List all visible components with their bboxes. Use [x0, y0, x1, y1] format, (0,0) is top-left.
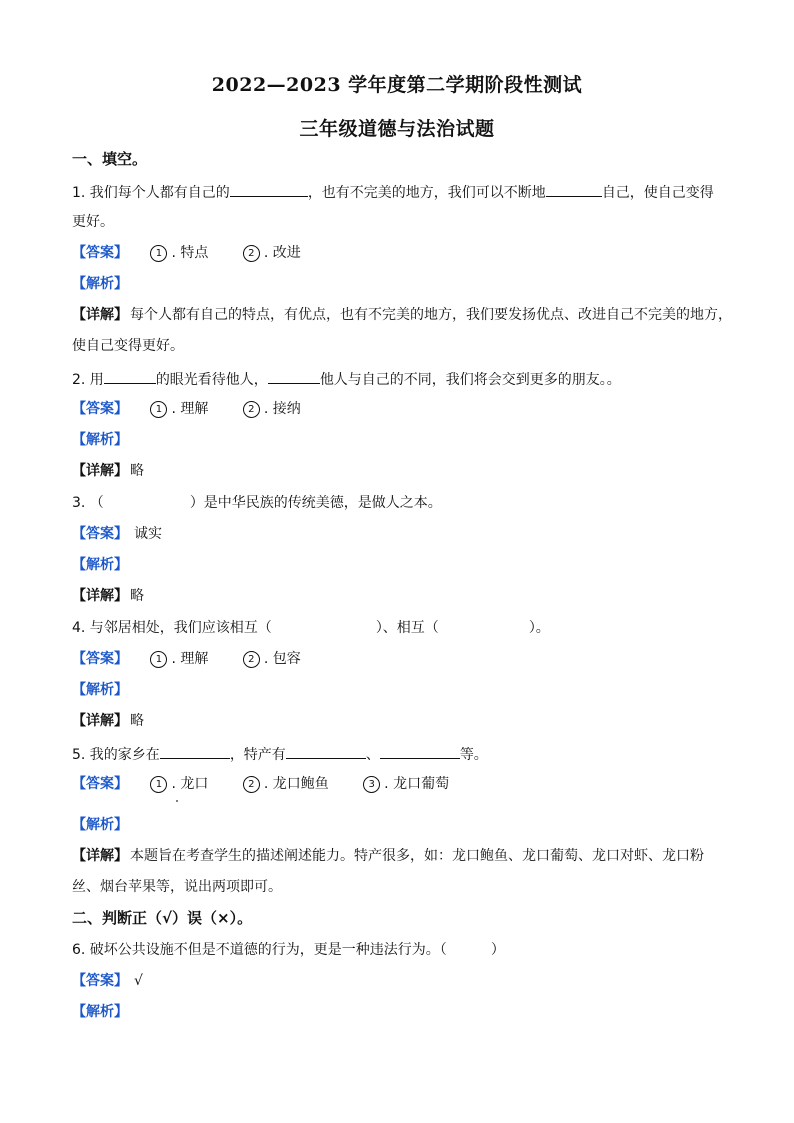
section-heading-true-false: 二、判断正（√）误（×）。	[72, 909, 253, 927]
analysis-row-2	[72, 431, 134, 449]
analysis-row-6	[72, 1003, 134, 1021]
answer-option	[243, 775, 329, 793]
analysis-tag: 【解析】	[72, 682, 128, 698]
answer-text: √	[134, 973, 143, 989]
answer-tag: 【答案】	[72, 776, 128, 792]
detail-text: 略	[130, 588, 144, 604]
exam-subtitle: 三年级道德与法治试题	[299, 118, 495, 140]
analysis-tag: 【解析】	[72, 276, 128, 292]
question-3	[72, 494, 442, 512]
detail-row-5-continued: 丝、烟台苹果等，说出两项即可。	[72, 879, 282, 895]
answer-option	[150, 650, 208, 668]
answer-row-1	[72, 244, 319, 262]
answer-blank	[380, 744, 460, 759]
answer-row-5	[72, 775, 467, 793]
answer-blank	[230, 182, 308, 197]
question-4-text-a: 4. 与邻居相处，我们应该相互（	[72, 620, 272, 636]
detail-tag: 【详解】	[72, 713, 128, 729]
detail-text: 每个人都有自己的特点，有优点，也有不完美的地方，我们要发扬优点、改进自己不完美的地方，	[130, 307, 732, 323]
answer-tag: 【答案】	[72, 526, 128, 542]
answer-option-text: . 特点	[171, 245, 209, 261]
answer-option	[243, 400, 301, 418]
question-2-text-a: 2. 用	[72, 372, 104, 388]
answer-option	[243, 244, 301, 262]
answer-option-text: . 接纳	[263, 401, 301, 417]
answer-option	[150, 775, 208, 793]
answer-option	[243, 650, 301, 668]
section-heading-fill-in: 一、填空。	[72, 150, 148, 168]
circled-number: 2	[243, 776, 260, 793]
answer-blank	[268, 369, 320, 384]
detail-tag: 【详解】	[72, 588, 128, 604]
answer-row-3	[72, 525, 162, 543]
answer-blank	[286, 744, 366, 759]
question-1	[72, 182, 714, 202]
answer-option-text: . 龙口	[171, 776, 209, 792]
answer-option-text: . 龙口葡萄	[384, 776, 450, 792]
question-4-text-b: ）、相互（	[375, 620, 439, 636]
answer-option-text: . 龙口鲍鱼	[263, 776, 329, 792]
detail-row-1-continued: 使自己变得更好。	[72, 338, 184, 354]
question-5	[72, 744, 488, 764]
circled-number: 3	[363, 776, 380, 793]
detail-text: 略	[130, 463, 144, 479]
detail-tag: 【详解】	[72, 463, 128, 479]
detail-text: 略	[130, 713, 144, 729]
question-5-text-d: 等。	[459, 747, 488, 763]
answer-text: 诚实	[134, 526, 162, 542]
answer-option-text: . 改进	[263, 245, 301, 261]
answer-option	[150, 400, 208, 418]
detail-row-3	[72, 587, 144, 605]
answer-option	[363, 775, 449, 793]
stray-dot	[176, 800, 178, 802]
answer-option-text: . 理解	[171, 651, 209, 667]
question-1-text-c: 自己，使自己变得	[601, 185, 714, 201]
answer-blank	[546, 182, 602, 197]
question-6	[72, 941, 505, 959]
answer-option-text: . 包容	[263, 651, 301, 667]
circled-number: 1	[150, 651, 167, 668]
analysis-row-3	[72, 556, 134, 574]
question-6-text-b: ）	[490, 942, 505, 958]
analysis-tag: 【解析】	[72, 817, 128, 833]
answer-tag: 【答案】	[72, 651, 128, 667]
analysis-row-5	[72, 816, 134, 834]
circled-number: 1	[150, 401, 167, 418]
analysis-tag: 【解析】	[72, 1004, 128, 1020]
circled-number: 2	[243, 245, 260, 262]
question-5-text-a: 5. 我的家乡在	[72, 747, 160, 763]
answer-tag: 【答案】	[72, 401, 128, 417]
answer-option-text: . 理解	[171, 401, 209, 417]
detail-row-5	[72, 847, 704, 865]
detail-text: 本题旨在考查学生的描述阐述能力。特产很多，如：龙口鲍鱼、龙口葡萄、龙口对虾、龙口粉	[130, 848, 704, 864]
answer-option	[150, 244, 208, 262]
circled-number: 2	[243, 401, 260, 418]
question-2	[72, 369, 621, 389]
question-6-text-a: 6. 破坏公共设施不但是不道德的行为，更是一种违法行为。（	[72, 942, 447, 958]
circled-number: 2	[243, 651, 260, 668]
question-1-text-b: ，也有不完美的地方，我们可以不断地	[307, 185, 546, 201]
analysis-row-1	[72, 275, 134, 293]
question-1-continued: 更好。	[72, 214, 114, 230]
question-4-text-c: ）。	[528, 620, 550, 636]
detail-row-2	[72, 462, 144, 480]
circled-number: 1	[150, 245, 167, 262]
exam-title: 2022—2023 学年度第二学期阶段性测试	[211, 74, 583, 96]
question-3-text-a: 3. （	[72, 495, 104, 511]
answer-blank	[104, 369, 156, 384]
analysis-tag: 【解析】	[72, 432, 128, 448]
detail-row-4	[72, 712, 144, 730]
answer-blank	[160, 744, 230, 759]
question-2-text-b: 的眼光看待他人，	[155, 372, 268, 388]
question-2-text-c: 他人与自己的不同，我们将会交到更多的朋友。。	[319, 372, 621, 388]
answer-row-4	[72, 650, 319, 668]
question-1-text-a: 1. 我们每个人都有自己的	[72, 185, 230, 201]
question-3-text-b: ）是中华民族的传统美德，是做人之本。	[189, 495, 442, 511]
detail-row-1	[72, 306, 732, 324]
analysis-row-4	[72, 681, 134, 699]
answer-row-2	[72, 400, 319, 418]
answer-tag: 【答案】	[72, 245, 128, 261]
question-5-text-b: ，特产有	[229, 747, 286, 763]
detail-tag: 【详解】	[72, 307, 128, 323]
analysis-tag: 【解析】	[72, 557, 128, 573]
question-5-text-c: 、	[365, 747, 380, 763]
question-4	[72, 619, 550, 637]
detail-tag: 【详解】	[72, 848, 128, 864]
answer-tag: 【答案】	[72, 973, 128, 989]
circled-number: 1	[150, 776, 167, 793]
answer-row-6	[72, 972, 143, 990]
